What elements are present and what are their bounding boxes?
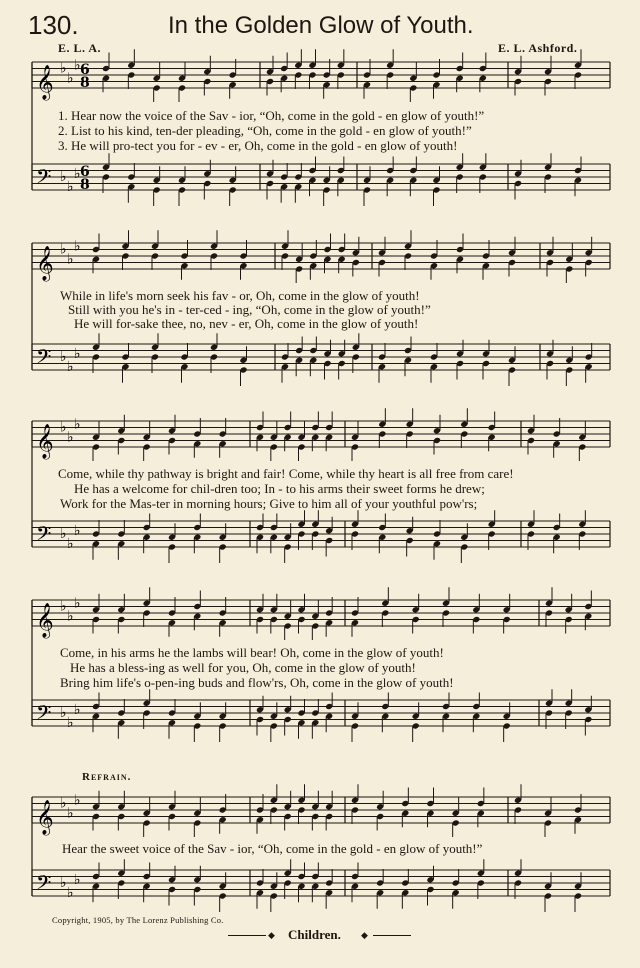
- flat-sign: ♭: [74, 595, 81, 612]
- flat-sign: ♭: [60, 795, 67, 812]
- ornament-diamond: ◆: [268, 930, 275, 940]
- flat-sign: ♭: [67, 714, 74, 731]
- flat-sign: ♭: [74, 165, 81, 182]
- treble-clef: 𝄞: [36, 800, 54, 835]
- flat-sign: ♭: [74, 238, 81, 255]
- ornament-rule: [373, 935, 411, 936]
- lyric-line: He has a bless-ing as well for you, Oh, come in the glow of youth!: [70, 660, 416, 675]
- flat-sign: ♭: [60, 169, 67, 185]
- flat-sign: ♭: [74, 345, 81, 362]
- flat-sign: ♭: [74, 522, 81, 539]
- flat-sign: ♭: [74, 701, 81, 718]
- flat-sign: ♭: [60, 598, 67, 615]
- lyric-line: Bring him life's o-pen-ing buds and flow'rs, Oh, come in the glow of youth!: [60, 675, 454, 690]
- refrain-label: Refrain.: [82, 771, 132, 783]
- lyric-line: Hear the sweet voice of the Sav - ior, “Oh, come in the gold - en glow of youth!”: [62, 841, 483, 856]
- flat-sign: ♭: [67, 70, 74, 87]
- flat-sign: ♭: [67, 429, 74, 446]
- lyric-line: 2. List to his kind, ten-der pleading, “Oh, come in the gold - en glow of youth!”: [58, 123, 472, 138]
- treble-clef: 𝄞: [36, 246, 54, 281]
- lyric-line: Work for the Mas-ter in morning hours; Give to him all of your youthful pow'rs;: [60, 496, 478, 511]
- flat-sign: ♭: [74, 416, 81, 433]
- hymn-title: In the Golden Glow of Youth.: [168, 12, 474, 39]
- bass-clef: 𝄢: [36, 522, 52, 550]
- bass-clef: 𝄢: [36, 165, 52, 193]
- time-signature: 8: [80, 177, 90, 193]
- flat-sign: ♭: [60, 705, 67, 721]
- bass-clef: 𝄢: [36, 701, 52, 729]
- ornament-diamond: ◆: [361, 930, 368, 940]
- flat-sign: ♭: [67, 251, 74, 268]
- flat-sign: ♭: [67, 358, 74, 375]
- bass-clef: 𝄢: [36, 871, 52, 899]
- flat-sign: ♭: [67, 608, 74, 625]
- flat-sign: ♭: [67, 178, 74, 195]
- hymn-number: 130.: [28, 10, 79, 40]
- copyright-notice: Copyright, 1905, by The Lorenz Publishing Co.: [52, 915, 224, 925]
- lyric-line: Still with you he's in - ter-ced - ing, “Oh, come in the glow of youth!”: [68, 302, 431, 317]
- flat-sign: ♭: [67, 535, 74, 552]
- lyric-line: He has a welcome for chil-dren too; In - to his arms their sweet forms he drew;: [74, 481, 485, 496]
- flat-sign: ♭: [67, 805, 74, 822]
- ornament-rule: [228, 935, 266, 936]
- flat-sign: ♭: [60, 241, 67, 258]
- time-signature: 6: [80, 62, 90, 78]
- treble-clef: 𝄞: [36, 603, 54, 638]
- flat-sign: ♭: [60, 60, 67, 77]
- flat-sign: ♭: [60, 419, 67, 436]
- flat-sign: ♭: [60, 875, 67, 891]
- flat-sign: ♭: [60, 349, 67, 365]
- treble-clef: 𝄞: [36, 424, 54, 459]
- flat-sign: ♭: [74, 57, 81, 74]
- bass-clef: 𝄢: [36, 345, 52, 373]
- music-credit: E. L. Ashford.: [498, 41, 578, 55]
- lyric-line: He will for-sake thee, no, nev - er, Oh, come in the glow of youth!: [74, 316, 419, 331]
- treble-clef: 𝄞: [36, 65, 54, 100]
- flat-sign: ♭: [60, 526, 67, 542]
- lyric-line: 1. Hear now the voice of the Sav - ior, “Oh, come in the gold - en glow of youth!”: [58, 108, 485, 123]
- flat-sign: ♭: [67, 884, 74, 901]
- lyric-line: Come, in his arms he the lambs will bear! Oh, come in the glow of youth!: [60, 645, 444, 660]
- lyric-line: While in life's morn seek his fav - or, Oh, come in the glow of youth!: [60, 288, 420, 303]
- lyric-line: 3. He will pro-tect you for - ev - er, Oh, come in the gold - en glow of youth!: [58, 138, 458, 153]
- time-signature: 6: [80, 164, 90, 180]
- flat-sign: ♭: [74, 871, 81, 888]
- words-credit: E. L. A.: [58, 41, 102, 55]
- lyric-line: Come, while thy pathway is bright and fair! Come, while thy heart is all free from care!: [58, 466, 514, 481]
- category-label: Children.: [288, 927, 341, 942]
- flat-sign: ♭: [74, 792, 81, 809]
- time-signature: 8: [80, 75, 90, 91]
